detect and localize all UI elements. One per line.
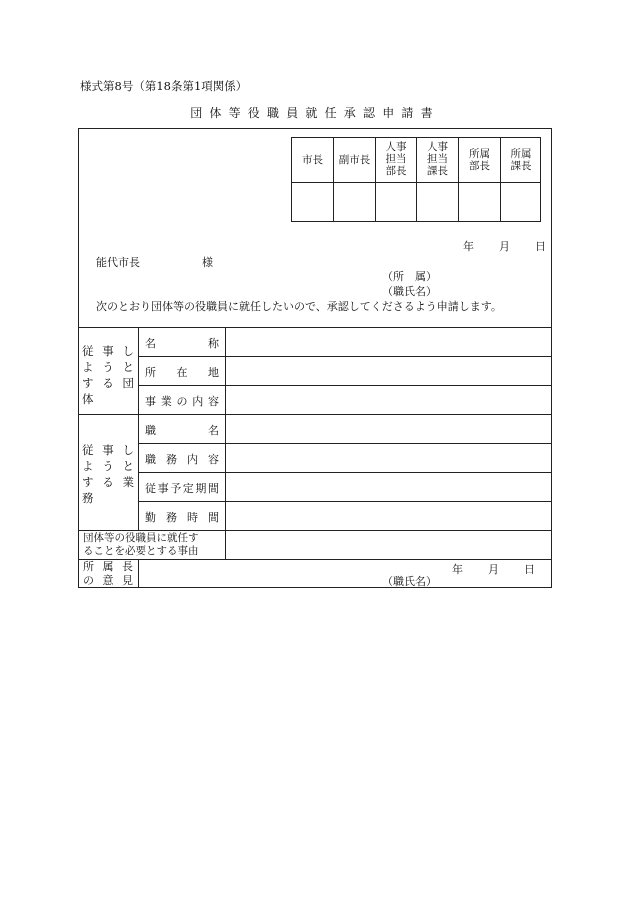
approval-hr-manager-stamp[interactable] [417, 183, 458, 221]
duty-hours-field[interactable] [226, 502, 551, 530]
org-address-field[interactable] [226, 357, 551, 385]
approval-dept-director-stamp[interactable] [459, 183, 500, 221]
addressee-honorific: 様 [202, 256, 213, 269]
duty-content-field[interactable] [226, 444, 551, 472]
approval-hr-director-stamp[interactable] [376, 183, 416, 221]
duty-section-label: 従 事 し よ う と す る 業 務 [82, 443, 134, 505]
approval-section-manager-label: 所属 課長 [510, 148, 532, 172]
approval-deputy-mayor-label: 副市長 [338, 154, 371, 166]
reason-label: 団体等の役職員に就任す ることを必要とする事由 [83, 532, 199, 557]
opinion-label: 所属長 の意見 [83, 560, 133, 587]
date-year-label: 年 [463, 240, 474, 253]
approval-dept-director-label: 所属 部長 [469, 148, 490, 172]
date-day-label: 日 [535, 240, 546, 253]
opinion-official-name-label: （職氏名） [382, 575, 437, 588]
document-title: 団体等役職員就任承認申請書 [190, 106, 440, 120]
approval-section-manager-stamp[interactable] [501, 183, 540, 221]
org-business-label: 事業の内容 [145, 395, 219, 408]
org-business-field[interactable] [226, 386, 551, 414]
form-number: 様式第8号（第18条第1項関係） [80, 79, 248, 93]
org-name-label: 名称 [145, 337, 219, 350]
applicant-name-label: （職氏名） [382, 285, 437, 298]
duty-hours-label: 勤務時間 [145, 511, 219, 524]
reason-field[interactable] [226, 531, 551, 559]
applicant-affiliation-label: （所 属） [382, 270, 437, 283]
org-section-label: 従 事 し よ う と す る 団 体 [82, 344, 134, 406]
duty-title-field[interactable] [226, 415, 551, 443]
org-address-label: 所在地 [145, 366, 219, 379]
addressee-name: 能代市長 [96, 256, 140, 269]
org-name-field[interactable] [226, 328, 551, 356]
opinion-day-label: 日 [524, 563, 535, 576]
approval-hr-director-label: 人事 担当 部長 [385, 141, 407, 177]
opinion-year-label: 年 [452, 563, 463, 576]
opinion-month-label: 月 [488, 563, 499, 576]
duty-title-label: 職名 [145, 424, 219, 437]
approval-mayor-stamp[interactable] [292, 183, 333, 221]
request-statement: 次のとおり団体等の役職員に就任したいので、承認してくださるよう申請します。 [96, 300, 502, 313]
approval-stamp-table [291, 137, 541, 222]
approval-mayor-label: 市長 [302, 154, 323, 166]
approval-hr-manager-label: 人事 担当 課長 [427, 141, 448, 177]
duty-period-field[interactable] [226, 473, 551, 501]
date-month-label: 月 [499, 240, 510, 253]
duty-period-label: 従事予定期間 [145, 482, 219, 495]
duty-content-label: 職務内容 [145, 453, 219, 466]
approval-deputy-mayor-stamp[interactable] [334, 183, 375, 221]
